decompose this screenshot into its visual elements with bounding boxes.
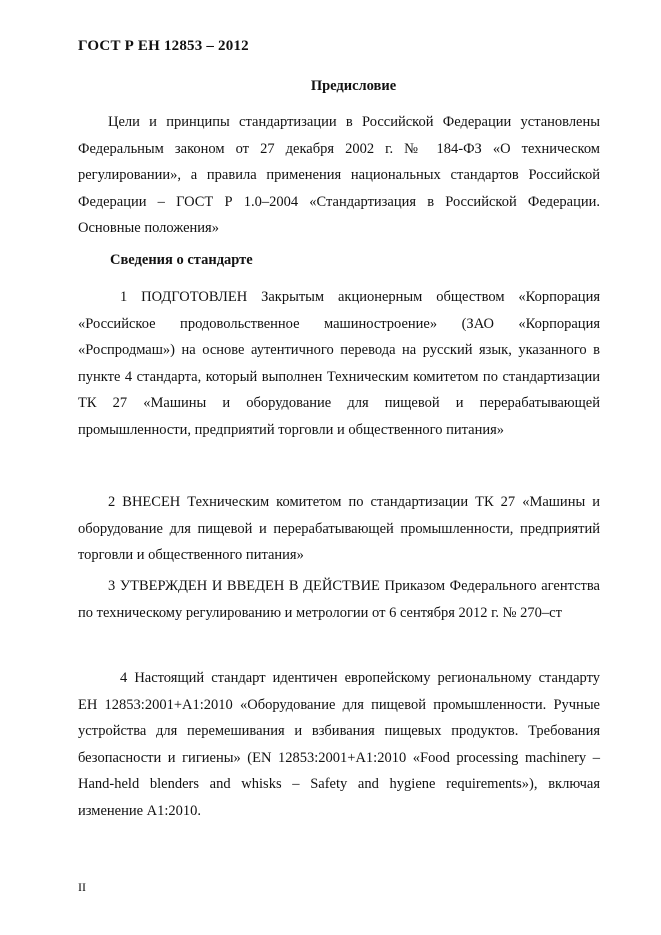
info-item-4-paragraph: 4 Настоящий стандарт идентичен европейскому региональному стандарту ЕН 12853:2001+A1:2010 «Оборудование для пищевой промышленности. Ручные устройства для перемешивания и взбивания пищевых продуктов. Требования безопасности и гигиены» (EN 12853:2001+A1:2010 «Food processing machinery – Hand-held blenders and whisks – Safety and hygiene requirements»), включая изменение А1:2010. (78, 670, 600, 819)
standard-id-header: ГОСТ Р ЕН 12853 – 2012 (78, 38, 249, 54)
info-item-3-paragraph: 3 УТВЕРЖДЕН И ВВЕДЕН В ДЕЙСТВИЕ Приказом Федерального агентства по техническому регулированию и метрологии от 6 сентября 2012 г. № 270–ст (78, 578, 600, 621)
page-number: II (78, 880, 86, 894)
info-item-1-paragraph: 1 ПОДГОТОВЛЕН Закрытым акционерным обществом «Корпорация «Российское продовольственное машиностроение» (ЗАО «Корпорация «Роспродмаш») на основе аутентичного перевода на русский язык, указанного в пункте 4 стандарта, который выполнен Техническим комитетом по стандартизации ТК 27 «Машины и оборудование для пищевой и перерабатывающей промышленности, предприятий торговли и общественного питания» (78, 289, 600, 438)
foreword-title: Предисловие (310, 78, 397, 94)
info-item-2-paragraph: 2 ВНЕСЕН Техническим комитетом по стандартизации ТК 27 «Машины и оборудование для пищевой и перерабатывающей промышленности, предприятий торговли и общественного питания» (78, 494, 600, 563)
info-section-title: Сведения о стандарте (110, 252, 253, 268)
foreword-intro-paragraph: Цели и принципы стандартизации в Российской Федерации установлены Федеральным законом от 27 декабря 2002 г. № 184-ФЗ «О техническом регулировании», а правила применения национальных стандартов Российской Федерации – ГОСТ Р 1.0–2004 «Стандартизация в Российской Федерации. Основные положения» (78, 114, 600, 236)
